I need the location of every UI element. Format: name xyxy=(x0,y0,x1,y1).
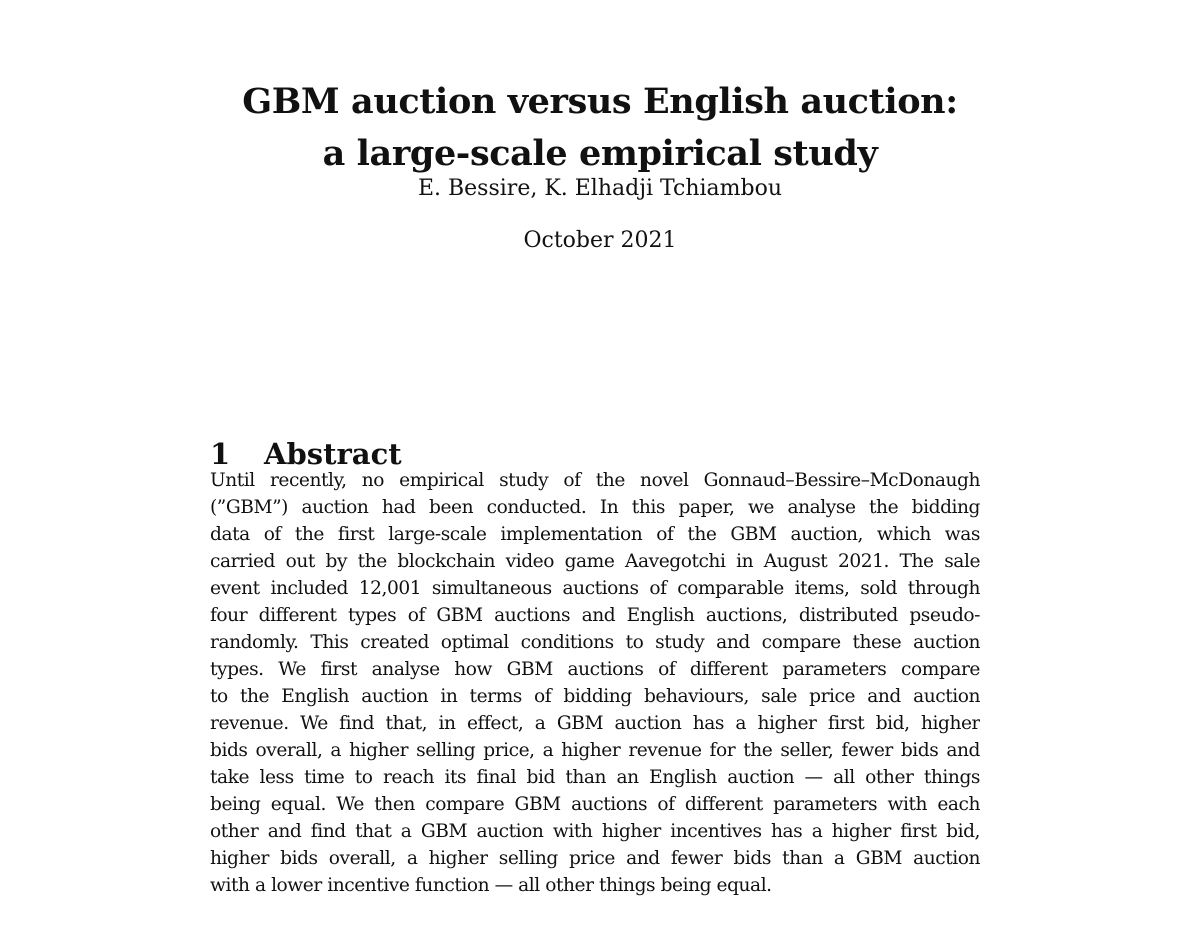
title-line-1: GBM auction versus English auction: xyxy=(242,81,958,123)
abstract-line-7: randomly. This created optimal conditions to study and compare these auction xyxy=(210,632,980,653)
abstract-line-6: four different types of GBM auctions and English auctions, distributed pseudo- xyxy=(210,605,980,626)
abstract-line-10: revenue. We find that, in effect, a GBM auction has a higher first bid, higher xyxy=(210,713,980,734)
abstract-line-9: to the English auction in terms of bidding behaviours, sale price and auction xyxy=(210,686,980,707)
abstract-line-3: data of the first large-scale implementation of the GBM auction, which was xyxy=(210,524,980,545)
abstract-line-5: event included 12,001 simultaneous auctions of comparable items, sold through xyxy=(210,578,980,599)
abstract-line-8: types. We first analyse how GBM auctions of different parameters compare xyxy=(210,659,980,680)
abstract-line-16: with a lower incentive function — all other things being equal. xyxy=(210,875,772,896)
section-number: 1 xyxy=(210,437,231,472)
paper-title xyxy=(0,76,1200,180)
abstract-line-14: other and find that a GBM auction with higher incentives has a higher first bid, xyxy=(210,821,980,842)
title-line-2: a large-scale empirical study xyxy=(322,133,878,175)
abstract-line-2: (”GBM”) auction had been conducted. In this paper, we analyse the bidding xyxy=(210,497,980,518)
abstract-line-1: Until recently, no empirical study of the novel Gonnaud–Bessire–McDonaugh xyxy=(210,470,980,491)
abstract-line-4: carried out by the blockchain video game Aavegotchi in August 2021. The sale xyxy=(210,551,980,572)
abstract-line-13: being equal. We then compare GBM auctions of different parameters with each xyxy=(210,794,980,815)
abstract-line-12: take less time to reach its final bid than an English auction — all other things xyxy=(210,767,980,788)
abstract-text xyxy=(210,467,980,899)
abstract-line-15: higher bids overall, a higher selling price and fewer bids than a GBM auction xyxy=(210,848,980,869)
section-title: Abstract xyxy=(264,437,402,472)
abstract-line-11: bids overall, a higher selling price, a higher revenue for the seller, fewer bids and xyxy=(210,740,980,761)
paper-authors: E. Bessire, K. Elhadji Tchiambou xyxy=(417,176,783,201)
paper-date: October 2021 xyxy=(523,228,677,253)
